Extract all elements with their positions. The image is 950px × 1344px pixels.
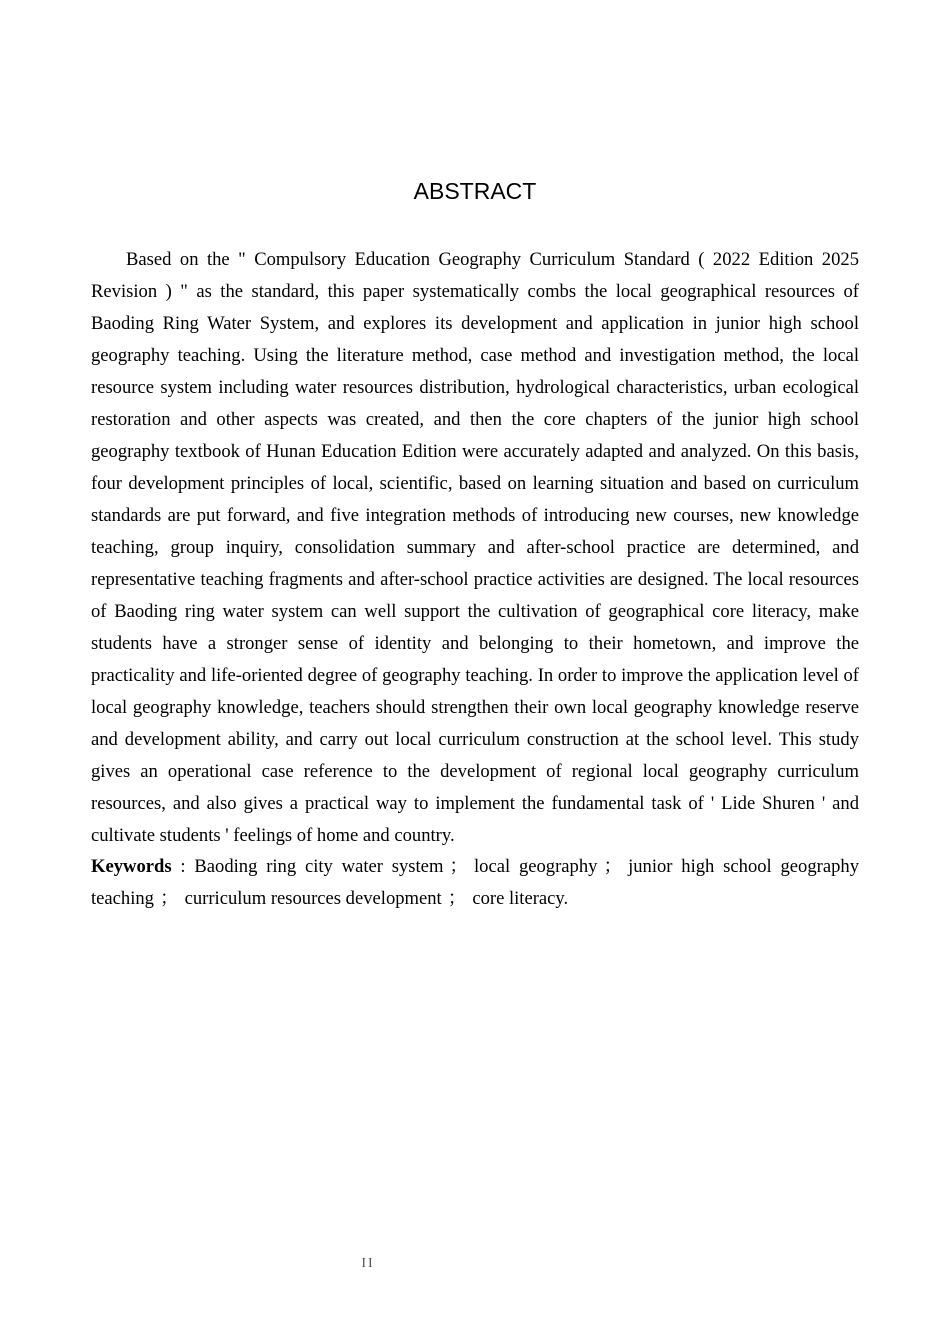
keyword-item: curriculum resources development (184, 888, 442, 909)
abstract-body: Based on the " Compulsory Education Geography Curriculum Standard ( 2022 Edition 2025 Revision ) " as the standard, this paper systematically combs the local geographical resources of Baoding Ring Water System, and explores its development and application in junior high school geography teaching. Using the literature method, case method and investigation method, the local resource system including water resources distribution, hydrological characteristics, urban ecological restoration and other aspects was created, and then the core chapters of the junior high school geography textbook of Hunan Education Edition were accurately adapted and analyzed. On this basis, four development principles of local, scientific, based on learning situation and based on curriculum standards are put forward, and five integration methods of introducing new courses, new knowledge teaching, group inquiry, consolidation summary and after-school practice are determined, and representative teaching fragments and after-school practice activities are designed. The local resources of Baoding ring water system can well support the cultivation of geographical core literacy, make students have a stronger sense of identity and belonging to their hometown, and improve the practicality and life-oriented degree of geography teaching. In order to improve the application level of local geography knowledge, teachers should strengthen their own local geography knowledge reserve and development ability, and carry out local curriculum construction at the school level. This study gives an operational case reference to the development of regional local geography curriculum resources, and also gives a practical way to implement the fundamental task of ' Lide Shuren ' and cultivate students ' feelings of home and country. (91, 249, 859, 846)
keywords-line (91, 851, 859, 915)
abstract-title: ABSTRACT (413, 178, 537, 204)
keyword-separator: ； (603, 856, 623, 877)
keyword-item: local geography (474, 856, 598, 877)
keywords-label: Keywords (91, 856, 172, 877)
keyword-item: junior high school geography teaching (91, 856, 859, 909)
page-number: II (361, 1256, 375, 1271)
keyword-separator: ； (159, 888, 179, 909)
keywords-colon: : (171, 856, 195, 877)
keyword-item: Baoding ring city water system (194, 856, 444, 877)
keyword-separator: ； (449, 856, 469, 877)
keyword-separator: ； (447, 888, 467, 909)
keyword-item: core literacy. (472, 888, 569, 909)
